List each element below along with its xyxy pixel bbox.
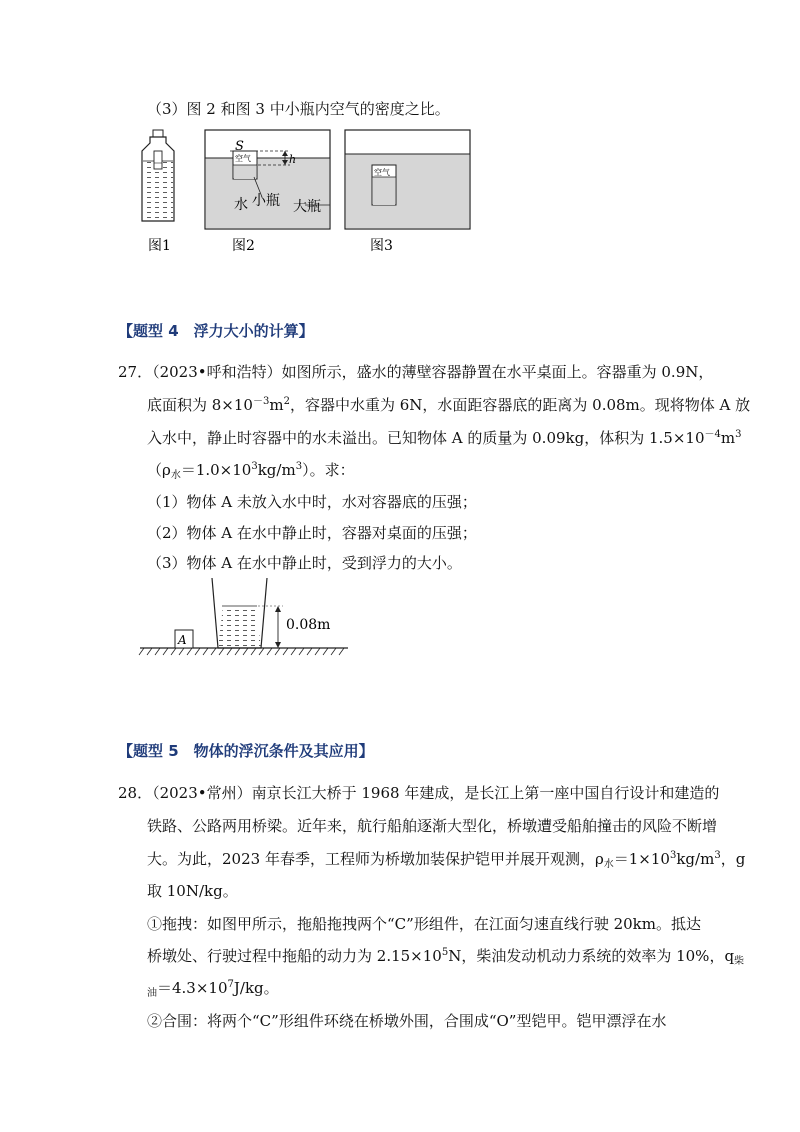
q26-part3-text: （3）图 2 和图 3 中小瓶内空气的密度之比。 (147, 100, 450, 118)
height-label: 0.08m (286, 617, 331, 633)
q28-line5: ①拖拽：如图甲所示，拖船拖拽两个“C”形组件，在江面匀速直线行驶 20km。抵达 (147, 915, 701, 933)
q27-line2: 底面积为 $8\times 10^{-3}m^2$，容器中水重为 6N，水面距容器底的距离为 0.08m。现将物体 A 放 (147, 396, 751, 414)
q27-part2: （2）物体 A 在水中静止时，容器对桌面的压强； (147, 524, 477, 542)
bottle-figures (130, 125, 550, 260)
fig1-bottle (142, 130, 174, 221)
q28-line6: 桥墩处、行驶过程中拖船的动力为 $2.15\times 10^5N$，柴油发动机动力系统的效率为 10%，$q_柴$ (147, 947, 745, 967)
q28-line2: 铁路、公路两用桥梁。近年来，航行船舶逐渐大型化，桥墩遭受船舶撞击的风险不断增 (147, 817, 718, 835)
q28-line7: $_油=4.3\times 10^7J/kg$。 (147, 979, 279, 999)
label-s: S (235, 139, 244, 154)
q28-line3: 大。为此，2023 年春季，工程师为桥墩加装保护铠甲并展开观测，$\rho_水=1\times 10^3kg/m^3$，g (147, 850, 746, 870)
block-a-label: A (178, 633, 187, 647)
q27-line3: 入水中，静止时容器中的水未溢出。已知物体 A 的质量为 0.09kg，体积为 $1.5\times 10^{-4}m^3$ (147, 429, 742, 447)
q27-part1: （1）物体 A 未放入水中时，水对容器底的压强； (147, 493, 477, 511)
fig1-caption: 图1 (148, 238, 171, 254)
q28-line8: ②合围：将两个“C”形组件环绕在桥墩外围，合围成“O”型铠甲。铠甲漂浮在水 (147, 1012, 667, 1030)
container-figure (138, 578, 378, 660)
q28-line1: 28．（2023•常州）南京长江大桥于 1968 年建成，是长江上第一座中国自行设计和建造的 (118, 784, 720, 802)
q27-part3: （3）物体 A 在水中静止时，受到浮力的大小。 (147, 554, 462, 572)
fig3-label-air: 空气 (374, 168, 390, 177)
fig3-caption: 图3 (370, 238, 393, 254)
q27-line4: $(\rho_水=1.0\times 10^3kg/m^3)$。求： (147, 461, 355, 481)
label-air: 空气 (235, 154, 251, 163)
label-big-bottle: 大瓶 (293, 199, 321, 215)
section5-title: 【题型 5 物体的浮沉条件及其应用】 (118, 742, 374, 760)
label-small-bottle: 小瓶 (252, 193, 280, 209)
label-h: h (289, 153, 297, 166)
fig2-caption: 图2 (232, 238, 255, 254)
q28-line4: 取 10N/kg。 (147, 882, 238, 900)
q27-line1: 27．（2023•呼和浩特）如图所示，盛水的薄壁容器静置在水平桌面上。容器重为 0.9N， (118, 363, 714, 381)
fig3-container (345, 130, 470, 229)
label-water: 水 (234, 197, 248, 213)
section4-title: 【题型 4 浮力大小的计算】 (118, 322, 314, 340)
